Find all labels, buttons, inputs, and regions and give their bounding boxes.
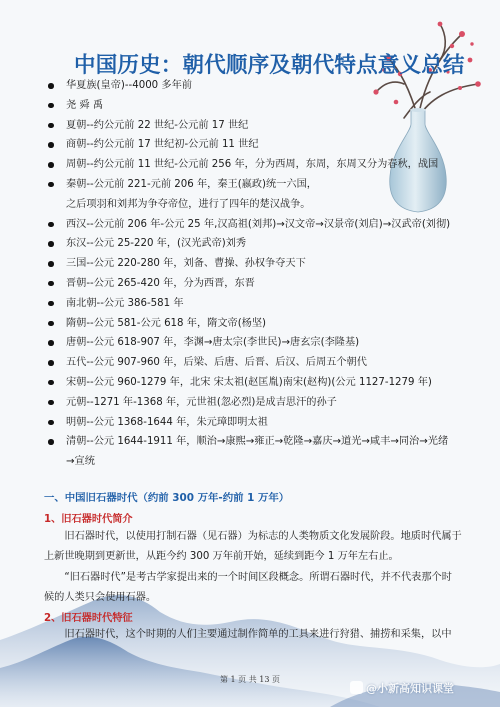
- list-item-text: 晋朝--公元 265-420 年，分为西晋，东晋: [66, 277, 255, 289]
- bullet-icon: [48, 123, 54, 129]
- page-title: 中国历史：朝代顺序及朝代特点意义总结: [74, 53, 465, 78]
- bullet-icon: [48, 360, 54, 366]
- list-item-text: 南北朝--公元 386-581 年: [66, 297, 184, 309]
- bullet-icon: [48, 380, 54, 386]
- list-item-text: 元朝--1271 年-1368 年，元世祖(忽必烈)是成吉思汗的孙子: [66, 396, 337, 408]
- list-item-text: 东汉--公元 25-220 年，(汉光武帝)刘秀: [66, 238, 247, 250]
- list-item: [48, 373, 468, 393]
- list-item: [48, 254, 468, 274]
- watermark-text: @小新高知识课堂: [366, 682, 454, 695]
- list-item: [48, 96, 468, 116]
- bullet-icon: [48, 321, 54, 327]
- paragraph-concept: “旧石器时代”是考古学家提出来的一个时间区段概念。所谓石器时代，并不代表那个时候的人类只会使用石器。: [44, 572, 452, 603]
- section-heading: 一、中国旧石器时代（约前 300 万年-约前 1 万年）: [44, 492, 290, 504]
- dynasty-list: [48, 76, 468, 472]
- list-item-text: 秦朝--公元前 221-元前 206 年，秦王(嬴政)统一六国，: [66, 178, 317, 190]
- list-item-continuation: →宣统: [66, 456, 95, 468]
- list-item-text: 明朝--公元 1368-1644 年，朱元璋即明太祖: [66, 416, 268, 428]
- bullet-icon: [48, 439, 54, 445]
- list-item: [48, 314, 468, 334]
- list-item: [48, 413, 468, 433]
- bullet-icon: [48, 281, 54, 287]
- bullet-icon: [48, 162, 54, 168]
- list-item: [48, 155, 468, 175]
- list-item: [48, 215, 468, 235]
- paragraph-intro: 旧石器时代，以使用打制石器（见石器）为标志的人类物质文化发展阶段。地质时代属于上新世晚期到更新世，从距今约 300 万年前开始，延续到距今 1 万年左右止。: [44, 531, 462, 562]
- watermark-logo-icon: [350, 681, 363, 694]
- bullet-icon: [48, 340, 54, 346]
- bullet-icon: [48, 261, 54, 267]
- list-item-text: 商朝--约公元前 17 世纪初-公元前 11 世纪: [66, 139, 259, 151]
- list-item: [48, 393, 468, 413]
- list-item: [48, 353, 468, 373]
- list-item: [48, 294, 468, 314]
- page-number-footer: 第 1 页 共 13 页: [220, 675, 280, 684]
- bullet-icon: [48, 103, 54, 109]
- bullet-icon: [48, 83, 54, 89]
- subsection-heading-intro: 1、旧石器时代简介: [44, 514, 133, 525]
- list-item: [48, 333, 468, 353]
- subsection-heading-features: 2、旧石器时代特征: [44, 613, 133, 624]
- list-item-text: 华夏族(皇帝)--4000 多年前: [66, 80, 192, 91]
- bullet-icon: [48, 182, 54, 188]
- list-item-text: 夏朝--约公元前 22 世纪-公元前 17 世纪: [66, 119, 249, 131]
- list-item: [48, 116, 468, 136]
- list-item-text: 隋朝--公元 581-公元 618 年，隋文帝(杨坚): [66, 317, 267, 329]
- list-item-text: 唐朝--公元 618-907 年，李渊→唐太宗(李世民)→唐玄宗(李隆基): [66, 337, 360, 349]
- list-item-text: 西汉--公元前 206 年-公元 25 年,汉高祖(刘邦)→汉文帝→汉景帝(刘启)→汉武帝(刘彻): [66, 218, 451, 230]
- list-item-text: 宋朝--公元 960-1279 年，北宋 宋太祖(赵匡胤)南宋(赵构)(公元 1127-1279 年): [66, 376, 432, 388]
- list-item: [48, 432, 468, 472]
- bullet-icon: [48, 420, 54, 426]
- list-item-continuation: 之后项羽和刘邦为争夺帝位，进行了四年的楚汉战争。: [66, 198, 311, 210]
- list-item-text: 五代--公元 907-960 年，后梁、后唐、后晋、后汉、后周五个朝代: [66, 357, 367, 369]
- bullet-icon: [48, 241, 54, 247]
- list-item-text: 三国--公元 220-280 年，刘备、曹操、孙权争夺天下: [66, 258, 306, 270]
- list-item: [48, 76, 468, 96]
- list-item: [48, 135, 468, 155]
- list-item-text: 清朝--公元 1644-1911 年，顺治→康熙→雍正→乾隆→嘉庆→道光→咸丰→同治→光绪: [66, 436, 449, 448]
- list-item: [48, 274, 468, 294]
- bullet-icon: [48, 222, 54, 228]
- paragraph-features: 旧石器时代，这个时期的人们主要通过制作简单的工具来进行狩猎、捕捞和采集，以中: [64, 629, 452, 640]
- bullet-icon: [48, 301, 54, 307]
- list-item: [48, 175, 468, 215]
- list-item-text: 尧 舜 禹: [66, 99, 104, 111]
- bullet-icon: [48, 400, 54, 406]
- list-item-text: 周朝--约公元前 11 世纪-公元前 256 年，分为西周，东周，东周又分为春秋，战国: [66, 159, 439, 171]
- list-item: [48, 234, 468, 254]
- bullet-icon: [48, 142, 54, 148]
